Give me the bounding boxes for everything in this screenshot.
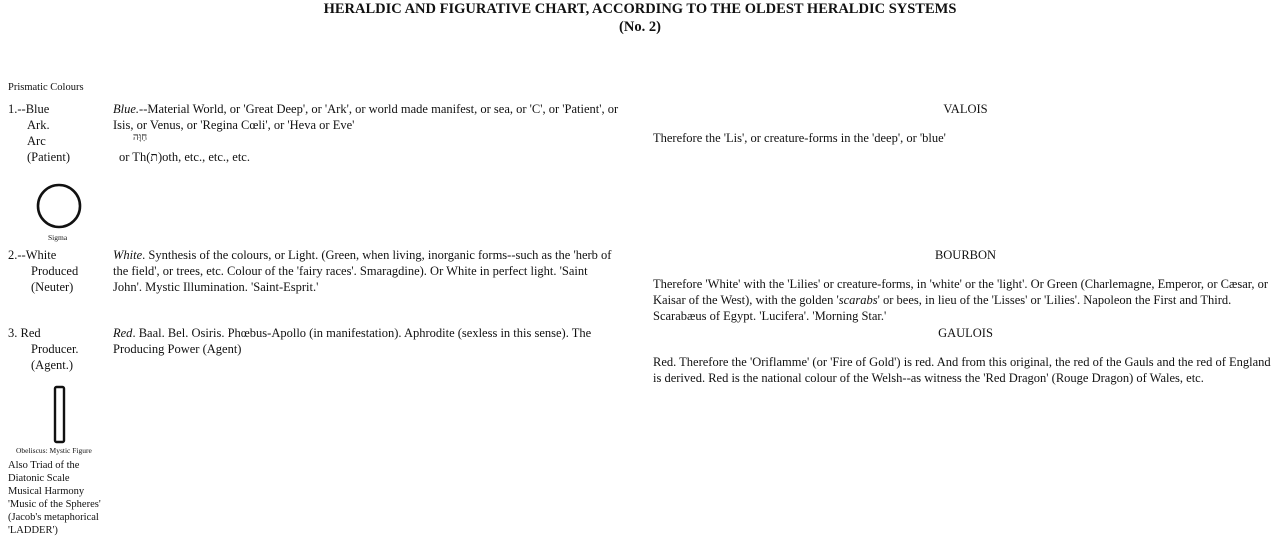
row-1-colour [8,101,108,165]
row-3-colour-line: Producer. [31,342,79,356]
row-3-description [113,325,638,357]
row-2-house-text-italic: scarabs [838,293,878,307]
row-1-colour-line: (Patient) [27,150,71,164]
obelisk-caption: Obeliscus: Mystic Figure [16,446,92,455]
row-3-note-line: 'Music of the Spheres' [8,499,101,510]
row-1-desc-tail: or Th(ת)oth, etc., etc., etc. [119,150,250,164]
row-1-hebrew: חַוָּה [133,132,148,143]
sigma-circle-icon [33,180,87,234]
row-1-desc-italic: Blue. [113,102,140,116]
row-2-house-text-post: ' or bees, in lieu of the 'Lisses' or 'Lilies'. Napoleon the First and Third. Scarabæus of Egypt. 'Lucifera'. 'Morning Star.' [653,293,1232,323]
row-3-colour-line: (Agent.) [31,358,73,372]
row-1-description [113,101,638,165]
row-3-desc-text: . Baal. Bel. Osiris. Phœbus-Apollo (in manifestation). Aphrodite (sexless in this sense). The Producing Power (Agent) [113,326,592,356]
row-3-house: GAULOIS [938,326,993,340]
row-3-note-line: Diatonic Scale [8,473,70,484]
row-3-colour [8,325,108,373]
row-3-colour-line: 3. Red [8,326,41,340]
row-1-house-text: Therefore the 'Lis', or creature-forms in the 'deep', or 'blue' [653,131,946,145]
page-subtitle: (No. 2) [619,19,661,35]
row-1-house: VALOIS [943,102,988,116]
page-title: HERALDIC AND FIGURATIVE CHART, ACCORDING TO THE OLDEST HERALDIC SYSTEMS [323,1,957,17]
row-3-note [8,459,101,537]
obelisk-figure [52,385,68,445]
row-2-house-text-pre: Therefore 'White' with the 'Lilies' or creature-forms, in 'white' or the 'light'. Or Green (Charlemagne, Emperor, or Cæsar, or Kaisar of the West), with the golden ' [653,277,1269,307]
obelisk-icon [52,385,68,445]
row-2-house: BOURBON [934,248,997,262]
row-3-note-line: Also Triad of the [8,460,80,471]
sigma-caption: Sigma [48,233,68,242]
row-1-desc-text: --Material World, or 'Great Deep', or 'Ark', or world made manifest, or sea, or 'C', or 'Patient', or Isis, or Venus, or 'Regina Cœli', or 'Heva or Eve' [113,102,619,132]
row-2-colour [8,247,108,295]
sigma-figure [33,180,87,234]
row-2-colour-line: Produced [31,264,79,278]
row-3-note-line: 'LADDER') [8,525,58,536]
row-2-desc-italic: White [113,248,143,262]
row-1-colour-line: Ark. [27,118,50,132]
chart-title-block [0,0,1280,36]
prismatic-colours-label: Prismatic Colours [8,82,84,93]
row-3-note-line: (Jacob's metaphorical [8,512,99,523]
row-2-colour-line: (Neuter) [31,280,74,294]
row-3-house-text: Red. Therefore the 'Oriflamme' (or 'Fire of Gold') is red. And from this original, the red of the Gauls and the red of England is derived. Red is the national colour of the Welsh--as witness the 'Red Dragon' (Rouge Dragon) of Wales, etc. [653,355,1271,385]
row-3-desc-italic: Red [113,326,133,340]
row-2-description [113,247,618,295]
row-2-house-text [653,276,1278,324]
row-3-note-line: Musical Harmony [8,486,85,497]
row-2-desc-text: . Synthesis of the colours, or Light. (Green, when living, inorganic forms--such as the 'herb of the field', or trees, etc. Colour of the 'fairy races'. Smaragdine). Or White in perfect light. 'Saint John'. Mystic Illumination. 'Saint-Esprit.' [113,248,612,294]
row-1-colour-line: 1.--Blue [8,102,50,116]
row-2-colour-line: 2.--White [8,248,57,262]
row-1-colour-line: Arc [27,134,46,148]
